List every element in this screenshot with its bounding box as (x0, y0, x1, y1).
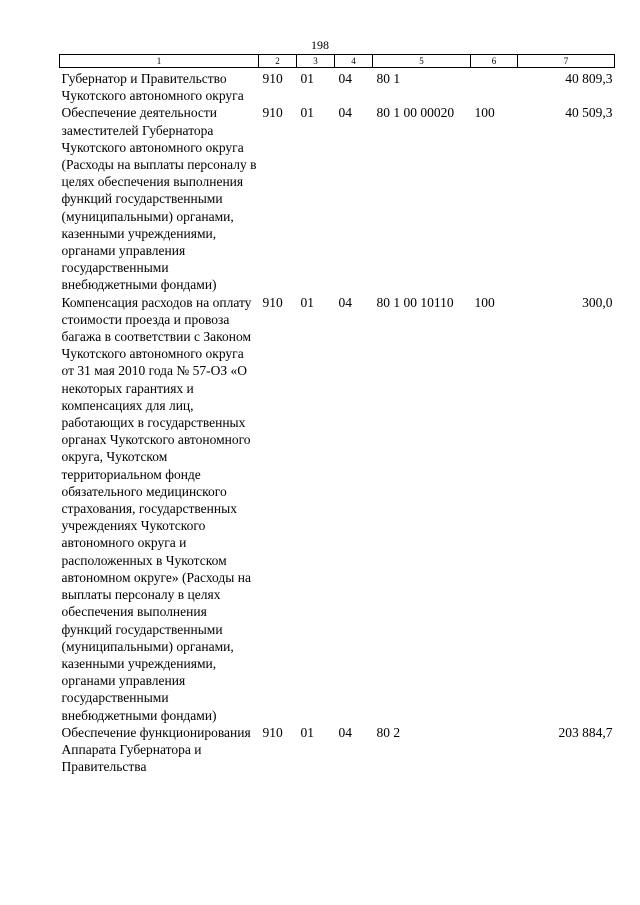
page-number: 198 (311, 38, 329, 52)
row-target-article: 80 1 (376, 71, 401, 86)
row-expense-type: 100 (474, 105, 495, 121)
row-name: Компенсация расходов на оплату стоимости проезда и провоза багажа в соответствии с Законом Чукотского автономного округа от 31 мая 2010 года № 57-ОЗ «О некоторых гарантиях и компенсациях для лиц, работающих в государственных органах Чукотского автономного округа, Чукотском территориальном фонде обязательного медицинского страхования, государственных учреждениях Чукотского автономного округа и расположенных в Чукотском автономном округе» (Расходы на выплаты персоналу в целях обеспечения выполнения функций государственными (муниципальными) органами, казенными учреждениями, органами управления государственными внебюджетными фондами) (61, 294, 252, 723)
row-name: Обеспечение функционирования Аппарата Губернатора и Правительства (61, 724, 251, 775)
row-subsection-code: 04 (338, 294, 352, 310)
row-name: Обеспечение деятельности заместителей Губернатора Чукотского автономного округа (Расходы на выплаты персоналу в целях обеспечения выполнения функций государственными (муниципальными) органами, казенными учреждениями, органами управления государственными внебюджетными фондами) (61, 105, 257, 293)
row-ministry-code: 910 (262, 105, 283, 121)
row-section-code: 01 (300, 105, 314, 121)
row-section-code: 01 (300, 71, 314, 86)
row-subsection-code: 04 (338, 71, 352, 86)
row-subsection-code: 04 (338, 724, 352, 740)
header-col-3: 3 (297, 55, 335, 68)
table-header-row (60, 55, 615, 68)
row-target-article: 80 2 (376, 724, 401, 740)
row-name: Губернатор и Правительство Чукотского автономного округа (61, 71, 244, 104)
table-row (60, 294, 615, 724)
row-target-article: 80 1 00 10110 (376, 294, 454, 310)
row-amount: 300,0 (582, 294, 613, 310)
table-row (60, 68, 615, 105)
header-col-6: 6 (471, 55, 518, 68)
row-section-code: 01 (300, 724, 314, 740)
row-subsection-code: 04 (338, 105, 352, 121)
row-ministry-code: 910 (262, 71, 283, 86)
header-col-5: 5 (373, 55, 471, 68)
row-expense-type (471, 724, 518, 776)
row-target-article: 80 1 00 00020 (376, 105, 455, 121)
row-amount: 203 884,7 (558, 724, 613, 740)
budget-table (59, 54, 615, 775)
row-amount: 40 509,3 (565, 105, 613, 121)
header-col-7: 7 (518, 55, 615, 68)
header-col-2: 2 (259, 55, 297, 68)
table-row (60, 104, 615, 293)
row-ministry-code: 910 (262, 724, 283, 740)
row-ministry-code: 910 (262, 294, 283, 310)
row-amount: 40 809,3 (565, 71, 613, 86)
row-expense-type (471, 68, 518, 105)
header-col-4: 4 (335, 55, 373, 68)
table-row (60, 724, 615, 776)
header-col-1: 1 (60, 55, 259, 68)
row-expense-type: 100 (474, 294, 495, 310)
row-section-code: 01 (300, 294, 314, 310)
